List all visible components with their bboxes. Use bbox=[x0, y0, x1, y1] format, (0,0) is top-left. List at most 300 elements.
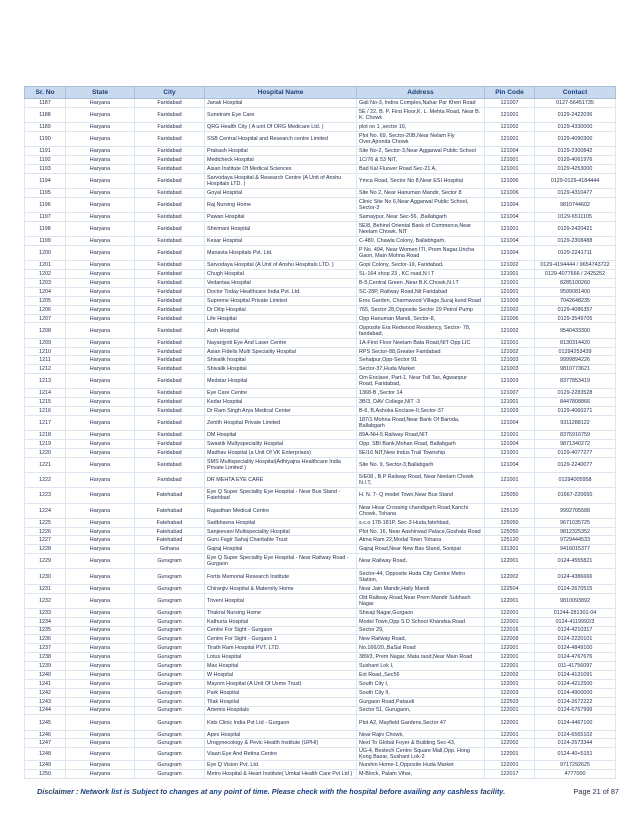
hospital-name-cell: SMS Multispeciality Hospital(Adhiyajna Healthcare India Private Limited ) bbox=[205, 457, 357, 472]
state-cell: Haryana bbox=[66, 164, 135, 173]
state-cell: Haryana bbox=[66, 296, 135, 305]
hospital-name-cell: Park Hospital bbox=[205, 688, 357, 697]
state-cell: Haryana bbox=[66, 246, 135, 261]
sr-no-cell: 1240 bbox=[25, 670, 66, 679]
hospital-name-cell: Artemis Hospitals bbox=[205, 706, 357, 715]
address-cell: C-480, Chawla Colony, Ballabhgarh, bbox=[357, 237, 485, 246]
sr-no-cell: 1204 bbox=[25, 287, 66, 296]
table-row bbox=[25, 99, 616, 108]
state-cell: Haryana bbox=[66, 617, 135, 626]
city-cell: Faridabad bbox=[135, 473, 205, 488]
table-row bbox=[25, 374, 616, 389]
sr-no-cell: 1218 bbox=[25, 431, 66, 440]
address-cell: Gopi Colony, Sector-19, Faridabad, bbox=[357, 261, 485, 270]
pin-code-cell: 121004 bbox=[485, 147, 535, 156]
city-cell: Faridabad bbox=[135, 107, 205, 122]
hospital-name-cell: Asian Fidelis Multi Speciality Hospital bbox=[205, 347, 357, 356]
hospital-name-cell: Sadbhavna Hospital bbox=[205, 518, 357, 527]
contact-cell: 0129-2240077 bbox=[535, 457, 616, 472]
state-cell: Haryana bbox=[66, 147, 135, 156]
hospital-name-cell: Swastik Multyspeciality Hospital bbox=[205, 440, 357, 449]
table-row bbox=[25, 431, 616, 440]
sr-no-cell: 1235 bbox=[25, 626, 66, 635]
address-cell: Site No. 9, Sector-3,Ballabgarh bbox=[357, 457, 485, 472]
hospital-name-cell: Centre For Sight - Gurgaon 1 bbox=[205, 635, 357, 644]
city-cell: Faridabad bbox=[135, 407, 205, 416]
hospital-name-cell: Tirath Ram Hospital PVT. LTD. bbox=[205, 644, 357, 653]
city-cell: Faridabad bbox=[135, 457, 205, 472]
sr-no-cell: 1247 bbox=[25, 739, 66, 748]
sr-no-cell: 1212 bbox=[25, 365, 66, 374]
pin-code-cell: 122001 bbox=[485, 653, 535, 662]
city-cell: Faridabad bbox=[135, 449, 205, 458]
state-cell: Haryana bbox=[66, 374, 135, 389]
table-row bbox=[25, 748, 616, 761]
sr-no-cell: 1231 bbox=[25, 584, 66, 593]
hospital-name-cell: Doctor Today Healthcare India Pvt. Ltd. bbox=[205, 287, 357, 296]
contact-cell: 0129-2420421 bbox=[535, 221, 616, 236]
city-cell: Faridabad bbox=[135, 347, 205, 356]
pin-code-cell: 121003 bbox=[485, 374, 535, 389]
pin-code-cell: 121003 bbox=[485, 407, 535, 416]
contact-cell: 0124-6767999 bbox=[535, 706, 616, 715]
state-cell: Haryana bbox=[66, 398, 135, 407]
pin-code-cell: 122002 bbox=[485, 670, 535, 679]
sr-no-cell: 1207 bbox=[25, 314, 66, 323]
pin-code-cell: 121001 bbox=[485, 279, 535, 288]
table-row bbox=[25, 518, 616, 527]
hospital-name-cell: Kathuria Hospital bbox=[205, 617, 357, 626]
address-cell: Next To Global Foyer & Building Sec-43, bbox=[357, 739, 485, 748]
disclaimer-text: Disclaimer : Network list is Subject to changes at any point of time. Please check with the hospital before availing any cashless facility. bbox=[37, 787, 506, 796]
contact-cell: 0124-4555821 bbox=[535, 554, 616, 569]
hospital-name-cell: Eye Q Vision Pvt. Ltd. bbox=[205, 761, 357, 770]
pin-code-cell: 121001 bbox=[485, 398, 535, 407]
pin-code-cell: 125050 bbox=[485, 518, 535, 527]
contact-cell: 9992705588 bbox=[535, 503, 616, 518]
page-footer bbox=[37, 787, 619, 799]
hospital-name-cell: Guru Fagir Sahaj Charitable Trust bbox=[205, 536, 357, 545]
pin-code-cell: 122001 bbox=[485, 608, 535, 617]
city-cell: Faridabad bbox=[135, 431, 205, 440]
city-cell: Gurugram bbox=[135, 730, 205, 739]
address-cell: Site No-2, Sector-3,Near Aggarwal Public School bbox=[357, 147, 485, 156]
state-cell: Haryana bbox=[66, 221, 135, 236]
address-cell: Sector 29, bbox=[357, 626, 485, 635]
city-cell: Faridabad bbox=[135, 440, 205, 449]
city-cell: Faridabad bbox=[135, 164, 205, 173]
contact-cell: 0129-4090300 bbox=[535, 131, 616, 146]
table-row bbox=[25, 389, 616, 398]
hospital-name-cell: Shivalik hospital bbox=[205, 356, 357, 365]
hospital-name-cell: Lotus Hospital bbox=[205, 653, 357, 662]
sr-no-cell: 1234 bbox=[25, 617, 66, 626]
city-cell: Faridabad bbox=[135, 147, 205, 156]
address-cell: Opposite Era Redwood Residency, Sector- 78, faridabad, bbox=[357, 323, 485, 338]
contact-cell: 9810093892 bbox=[535, 593, 616, 608]
state-cell: Haryana bbox=[66, 314, 135, 323]
state-cell: Haryana bbox=[66, 584, 135, 593]
address-cell: 1368-B ,Sector 14 bbox=[357, 389, 485, 398]
col-header-pin-code: Pin Code bbox=[485, 87, 535, 99]
state-cell: Haryana bbox=[66, 635, 135, 644]
pin-code-cell: 121001 bbox=[485, 449, 535, 458]
address-cell: Ymca Road, Sector No 8,Near ESI Hospital bbox=[357, 173, 485, 188]
sr-no-cell: 1193 bbox=[25, 164, 66, 173]
contact-cell: 0124-2670515 bbox=[535, 584, 616, 593]
contact-cell: 0129-4310477 bbox=[535, 189, 616, 198]
contact-cell: 8447808866 bbox=[535, 398, 616, 407]
pin-code-cell: 121003 bbox=[485, 356, 535, 365]
city-cell: Faridabad bbox=[135, 314, 205, 323]
contact-cell: 7042648235 bbox=[535, 296, 616, 305]
sr-no-cell: 1239 bbox=[25, 662, 66, 671]
state-cell: Haryana bbox=[66, 431, 135, 440]
table-row bbox=[25, 156, 616, 165]
contact-cell: 0124-4386666 bbox=[535, 569, 616, 584]
hospital-name-cell: Manavta Hospitals Pvt. Ltd. bbox=[205, 246, 357, 261]
hospital-name-cell: Chiranjiv Hospital & Maternity Home bbox=[205, 584, 357, 593]
table-row bbox=[25, 221, 616, 236]
pin-code-cell: 122001 bbox=[485, 730, 535, 739]
contact-cell: 0129-0129-4184444 bbox=[535, 173, 616, 188]
sr-no-cell: 1248 bbox=[25, 748, 66, 761]
address-cell: Ext Road,,Sec56 bbox=[357, 670, 485, 679]
pin-code-cell: 121001 bbox=[485, 287, 535, 296]
address-cell: No.166/20,,BaSai Road bbox=[357, 644, 485, 653]
address-cell: 765, Sector 28,Opposite Sector 29 Petrol Pump bbox=[357, 305, 485, 314]
table-row bbox=[25, 356, 616, 365]
contact-cell: 9599081400 bbox=[535, 287, 616, 296]
city-cell: Gurugram bbox=[135, 706, 205, 715]
pin-code-cell: 121001 bbox=[485, 221, 535, 236]
hospital-name-cell: Vedantaa Hospital bbox=[205, 279, 357, 288]
contact-cell: 0129-4253000 bbox=[535, 164, 616, 173]
sr-no-cell: 1188 bbox=[25, 107, 66, 122]
pin-code-cell: 121003 bbox=[485, 365, 535, 374]
city-cell: Gurugram bbox=[135, 662, 205, 671]
contact-cell: 9717292625 bbox=[535, 761, 616, 770]
city-cell: Fatehabad bbox=[135, 503, 205, 518]
city-cell: Faridabad bbox=[135, 389, 205, 398]
city-cell: Faridabad bbox=[135, 398, 205, 407]
city-cell: Faridabad bbox=[135, 246, 205, 261]
sr-no-cell: 1208 bbox=[25, 323, 66, 338]
contact-cell: 8285100260 bbox=[535, 279, 616, 288]
address-cell: 389/3, Prem Nagar, Mata raod,Near Main Road bbox=[357, 653, 485, 662]
hospital-name-cell: Urogynecology & Pevic Health Institute (UPHI) bbox=[205, 739, 357, 748]
state-cell: Haryana bbox=[66, 457, 135, 472]
state-cell: Haryana bbox=[66, 338, 135, 347]
sr-no-cell: 1217 bbox=[25, 416, 66, 431]
city-cell: Gurugram bbox=[135, 644, 205, 653]
pin-code-cell: 121004 bbox=[485, 246, 535, 261]
contact-cell: 01294005958 bbox=[535, 473, 616, 488]
table-row bbox=[25, 237, 616, 246]
table-row bbox=[25, 189, 616, 198]
state-cell: Haryana bbox=[66, 715, 135, 730]
col-header-city: City bbox=[135, 87, 205, 99]
state-cell: Haryana bbox=[66, 323, 135, 338]
sr-no-cell: 1243 bbox=[25, 697, 66, 706]
address-cell: SL-164 shop 23 , KC road,N I T bbox=[357, 270, 485, 279]
table-row bbox=[25, 287, 616, 296]
hospital-name-cell: Kedar Hospital bbox=[205, 398, 357, 407]
state-cell: Haryana bbox=[66, 662, 135, 671]
col-header-contact: Contact bbox=[535, 87, 616, 99]
state-cell: Haryana bbox=[66, 653, 135, 662]
sr-no-cell: 1206 bbox=[25, 305, 66, 314]
city-cell: Fatehabad bbox=[135, 536, 205, 545]
state-cell: Haryana bbox=[66, 536, 135, 545]
address-cell: South City I, bbox=[357, 679, 485, 688]
state-cell: Haryana bbox=[66, 197, 135, 212]
address-cell: Model Town,Opp S D School Khandsa Road bbox=[357, 617, 485, 626]
sr-no-cell: 1219 bbox=[25, 440, 66, 449]
table-row bbox=[25, 123, 616, 132]
state-cell: Haryana bbox=[66, 131, 135, 146]
sr-no-cell: 1200 bbox=[25, 246, 66, 261]
city-cell: Faridabad bbox=[135, 416, 205, 431]
table-row bbox=[25, 569, 616, 584]
hospital-name-cell: Tilak Hospital bbox=[205, 697, 357, 706]
table-row bbox=[25, 261, 616, 270]
sr-no-cell: 1230 bbox=[25, 569, 66, 584]
hospital-name-cell: Eye Care Centre bbox=[205, 389, 357, 398]
city-cell: Gurugram bbox=[135, 688, 205, 697]
sr-no-cell: 1196 bbox=[25, 197, 66, 212]
state-cell: Haryana bbox=[66, 679, 135, 688]
contact-cell: 9540433300 bbox=[535, 323, 616, 338]
table-row bbox=[25, 715, 616, 730]
table-row bbox=[25, 706, 616, 715]
sr-no-cell: 1189 bbox=[25, 123, 66, 132]
address-cell: Opp Hanuman Mandi, Sector-8, bbox=[357, 314, 485, 323]
address-cell: Near Jain Mandir,Haily Mandi bbox=[357, 584, 485, 593]
state-cell: Haryana bbox=[66, 761, 135, 770]
city-cell: Gurugram bbox=[135, 715, 205, 730]
city-cell: Gohana bbox=[135, 545, 205, 554]
address-cell: South City II, bbox=[357, 688, 485, 697]
table-row bbox=[25, 407, 616, 416]
state-cell: Haryana bbox=[66, 279, 135, 288]
address-cell: Sector-37,Huda Market bbox=[357, 365, 485, 374]
address-cell: Gajraj Road,Near New Bas Stand, Sonipat bbox=[357, 545, 485, 554]
sr-no-cell: 1245 bbox=[25, 715, 66, 730]
city-cell: Gurugram bbox=[135, 584, 205, 593]
state-cell: Haryana bbox=[66, 706, 135, 715]
pin-code-cell: 121001 bbox=[485, 131, 535, 146]
city-cell: Gurugram bbox=[135, 653, 205, 662]
state-cell: Haryana bbox=[66, 365, 135, 374]
hospital-name-cell: Prakash Hospital bbox=[205, 147, 357, 156]
sr-no-cell: 1232 bbox=[25, 593, 66, 608]
state-cell: Haryana bbox=[66, 270, 135, 279]
state-cell: Haryana bbox=[66, 488, 135, 503]
state-cell: Haryana bbox=[66, 503, 135, 518]
address-cell: Plot No. 16, Near Aashirwad Palace,Goshala Road bbox=[357, 527, 485, 536]
sr-no-cell: 1225 bbox=[25, 518, 66, 527]
contact-cell: 9810744602 bbox=[535, 197, 616, 212]
state-cell: Haryana bbox=[66, 407, 135, 416]
city-cell: Faridabad bbox=[135, 374, 205, 389]
contact-cell: 0124-4467100 bbox=[535, 715, 616, 730]
table-header-row bbox=[25, 87, 616, 99]
table-row bbox=[25, 730, 616, 739]
sr-no-cell: 1195 bbox=[25, 189, 66, 198]
city-cell: Fatehabad bbox=[135, 527, 205, 536]
table-row bbox=[25, 473, 616, 488]
pin-code-cell: 122003 bbox=[485, 688, 535, 697]
contact-cell: 0124-2672222 bbox=[535, 697, 616, 706]
table-row bbox=[25, 305, 616, 314]
address-cell: Eros Garden, Charmwood Village,Suraj kund Road bbox=[357, 296, 485, 305]
address-cell: Gali No-3, Indira Complex,Nahar Par Kheri Road bbox=[357, 99, 485, 108]
pin-code-cell: 121006 bbox=[485, 314, 535, 323]
city-cell: Faridabad bbox=[135, 279, 205, 288]
table-row bbox=[25, 770, 616, 779]
hospital-name-cell: Asian Institute Of Medical Sciences bbox=[205, 164, 357, 173]
address-cell: RPS Sector-88,Greater Faridabad bbox=[357, 347, 485, 356]
hospital-name-cell: Nayanjyoti Eye And Laser Centre bbox=[205, 338, 357, 347]
hospital-name-cell: Shivmani Hospital bbox=[205, 221, 357, 236]
pin-code-cell: 121004 bbox=[485, 213, 535, 222]
table-row bbox=[25, 697, 616, 706]
table-row bbox=[25, 626, 616, 635]
sr-no-cell: 1222 bbox=[25, 473, 66, 488]
table-row bbox=[25, 679, 616, 688]
contact-cell: 0129-2283528 bbox=[535, 389, 616, 398]
hospital-name-cell: Kids Clinic India Pvt Ltd - Gurgaon bbox=[205, 715, 357, 730]
sr-no-cell: 1233 bbox=[25, 608, 66, 617]
city-cell: Gurugram bbox=[135, 617, 205, 626]
address-cell: Clinic Site No 6,Near Aggarwal Public School, Sector-3 bbox=[357, 197, 485, 212]
city-cell: Faridabad bbox=[135, 99, 205, 108]
hospital-name-cell: Kesar Hospital bbox=[205, 237, 357, 246]
sr-no-cell: 1226 bbox=[25, 527, 66, 536]
state-cell: Haryana bbox=[66, 608, 135, 617]
state-cell: Haryana bbox=[66, 569, 135, 584]
pin-code-cell: 121004 bbox=[485, 440, 535, 449]
table-row bbox=[25, 662, 616, 671]
hospital-name-cell: Zenith Hospital Private Limited bbox=[205, 416, 357, 431]
pin-code-cell: 121004 bbox=[485, 457, 535, 472]
address-cell: Bad Kal Fluover Road Sec-21 A, bbox=[357, 164, 485, 173]
table-row bbox=[25, 365, 616, 374]
table-row bbox=[25, 527, 616, 536]
state-cell: Haryana bbox=[66, 237, 135, 246]
sr-no-cell: 1191 bbox=[25, 147, 66, 156]
sr-no-cell: 1199 bbox=[25, 237, 66, 246]
pin-code-cell: 122001 bbox=[485, 644, 535, 653]
contact-cell: 0124-4767676 bbox=[535, 653, 616, 662]
address-cell: New Railway Road, bbox=[357, 635, 485, 644]
address-cell: Sehatpur,Opp-Sector 91 bbox=[357, 356, 485, 365]
hospital-name-cell: Eye Q Super Speciality Eye Hospital - Near Railway Road - Gurgaon bbox=[205, 554, 357, 569]
hospital-table bbox=[24, 86, 616, 779]
contact-cell: 9729444533 bbox=[535, 536, 616, 545]
sr-no-cell: 1201 bbox=[25, 261, 66, 270]
col-header-state: State bbox=[66, 87, 135, 99]
hospital-name-cell: Metro Hospital & Heart Institute( Umkal Health Care Pvt Ltd ) bbox=[205, 770, 357, 779]
pin-code-cell: 125120 bbox=[485, 536, 535, 545]
sr-no-cell: 1238 bbox=[25, 653, 66, 662]
sr-no-cell: 1241 bbox=[25, 679, 66, 688]
city-cell: Faridabad bbox=[135, 189, 205, 198]
state-cell: Haryana bbox=[66, 739, 135, 748]
pin-code-cell: 122001 bbox=[485, 761, 535, 770]
contact-cell: 8377853419 bbox=[535, 374, 616, 389]
pin-code-cell: 122001 bbox=[485, 593, 535, 608]
sr-no-cell: 1249 bbox=[25, 761, 66, 770]
pin-code-cell: 122016 bbox=[485, 626, 535, 635]
hospital-name-cell: Medicheck Hospital bbox=[205, 156, 357, 165]
state-cell: Haryana bbox=[66, 518, 135, 527]
hospital-name-cell: DM Hospital bbox=[205, 431, 357, 440]
pin-code-cell: 122001 bbox=[485, 715, 535, 730]
address-cell: Near Hisar Crossing chandigarh Road,Kanchi Chowk, Tohana bbox=[357, 503, 485, 518]
table-row bbox=[25, 164, 616, 173]
table-row bbox=[25, 147, 616, 156]
col-header-hospital-name: Hospital Name bbox=[205, 87, 357, 99]
address-cell: M-Block, Palam Vihar, bbox=[357, 770, 485, 779]
pin-code-cell: 121004 bbox=[485, 197, 535, 212]
table-row bbox=[25, 608, 616, 617]
hospital-name-cell: Gajraj Hospital bbox=[205, 545, 357, 554]
contact-cell: 0124-4900000 bbox=[535, 688, 616, 697]
city-cell: Gurugram bbox=[135, 679, 205, 688]
hospital-name-cell: W Hospital bbox=[205, 670, 357, 679]
hospital-name-cell: Eye Q Super Speciality Eye Hospital - Near Bus Stand - Fatehbad bbox=[205, 488, 357, 503]
pin-code-cell: 122009 bbox=[485, 635, 535, 644]
contact-cell: 4777000 bbox=[535, 770, 616, 779]
address-cell: Gurgaon Road,Pataudi bbox=[357, 697, 485, 706]
address-cell: 187/1 Mohna Road,Near Bank Of Baroda, Ballabgarh bbox=[357, 416, 485, 431]
contact-cell: 01294253439 bbox=[535, 347, 616, 356]
contact-cell: 0129-2308488 bbox=[535, 237, 616, 246]
address-cell: H. N. 7- Q model Town,Near Bus Stand bbox=[357, 488, 485, 503]
city-cell: Faridabad bbox=[135, 221, 205, 236]
table-row bbox=[25, 536, 616, 545]
pin-code-cell: 122001 bbox=[485, 706, 535, 715]
pin-code-cell: 121001 bbox=[485, 473, 535, 488]
table-body bbox=[25, 99, 616, 779]
city-cell: Gurugram bbox=[135, 748, 205, 761]
city-cell: Faridabad bbox=[135, 305, 205, 314]
address-cell: B-5,Central Green ,Near B.K.Chowk,N.I.T bbox=[357, 279, 485, 288]
contact-cell: 8130314420 bbox=[535, 338, 616, 347]
table-row bbox=[25, 416, 616, 431]
state-cell: Haryana bbox=[66, 644, 135, 653]
table-row bbox=[25, 197, 616, 212]
address-cell: UG-4, Bestech Centre Square Mall,Opp. Hong Kong Bazar, Sushant Lok-2 bbox=[357, 748, 485, 761]
contact-cell: 0129-3549705 bbox=[535, 314, 616, 323]
network-hospital-list bbox=[24, 86, 615, 779]
city-cell: Fatehabad bbox=[135, 518, 205, 527]
pin-code-cell: 122017 bbox=[485, 770, 535, 779]
city-cell: Gurugram bbox=[135, 670, 205, 679]
table-row bbox=[25, 761, 616, 770]
state-cell: Haryana bbox=[66, 305, 135, 314]
address-cell: Old Railway Road,Near Prem Mandir Subhash Nagar bbox=[357, 593, 485, 608]
table-row bbox=[25, 323, 616, 338]
hospital-name-cell: Dr Dilip Hospital bbox=[205, 305, 357, 314]
contact-cell: 0129-2422036 bbox=[535, 107, 616, 122]
city-cell: Faridabad bbox=[135, 237, 205, 246]
pin-code-cell: 121002 bbox=[485, 323, 535, 338]
contact-cell: 9416015377 bbox=[535, 545, 616, 554]
state-cell: Haryana bbox=[66, 554, 135, 569]
